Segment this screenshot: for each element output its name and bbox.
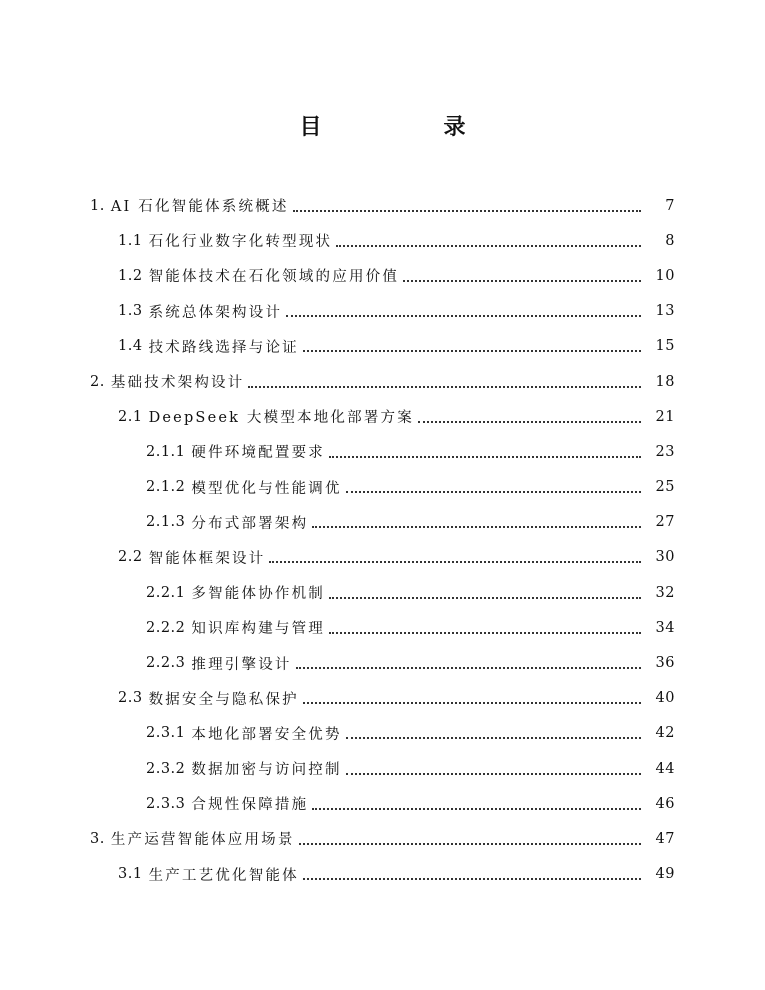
toc-entry-title: 石化行业数字化转型现状 — [148, 234, 333, 251]
toc-entry-page-number: 10 — [655, 267, 675, 284]
toc-entry-number: 2.2.2 — [146, 619, 186, 636]
toc-entry-number: 2.3.3 — [146, 795, 186, 812]
toc-entry-title: AI 石化智能体系统概述 — [110, 199, 289, 216]
toc-entry[interactable] — [0, 399, 765, 434]
toc-entry-title: 生产运营智能体应用场景 — [110, 832, 295, 849]
dot-leader — [329, 456, 641, 458]
toc-entry-page-number: 23 — [655, 443, 675, 460]
toc-entry[interactable] — [0, 786, 765, 821]
toc-entry-page-number: 21 — [655, 408, 675, 425]
toc-entry-number: 3. — [90, 830, 105, 847]
toc-entry-title: 知识库构建与管理 — [191, 621, 326, 638]
toc-entry[interactable] — [0, 821, 765, 856]
toc-entry[interactable] — [0, 575, 765, 610]
toc-entry-page-number: 7 — [665, 197, 675, 214]
toc-entry[interactable] — [0, 751, 765, 786]
toc-entry-title: 智能体框架设计 — [148, 550, 266, 567]
toc-entry[interactable] — [0, 188, 765, 223]
dot-leader — [296, 667, 641, 669]
toc-entry-title: 数据加密与访问控制 — [191, 762, 342, 779]
toc-entry-page-number: 46 — [655, 795, 675, 812]
dot-leader — [403, 280, 641, 282]
toc-entry-page-number: 34 — [655, 619, 675, 636]
toc-entry-number: 3.1 — [118, 866, 143, 883]
toc-entry-number: 1.1 — [118, 232, 143, 249]
toc-entry[interactable] — [0, 329, 765, 364]
toc-entry-page-number: 44 — [655, 760, 675, 777]
toc-entry-number: 1.4 — [118, 338, 143, 355]
toc-entry-page-number: 47 — [655, 830, 675, 847]
toc-entry-title: 多智能体协作机制 — [191, 586, 326, 603]
toc-entry-title: 分布式部署架构 — [191, 515, 309, 532]
toc-entry[interactable] — [0, 857, 765, 892]
toc-entry-number: 2.3.1 — [146, 725, 186, 742]
toc-entry[interactable] — [0, 716, 765, 751]
toc-entry-number: 2. — [90, 373, 105, 390]
toc-entry-number: 1.3 — [118, 303, 143, 320]
toc-entry-number: 2.2 — [118, 549, 143, 566]
toc-entry-title: 智能体技术在石化领域的应用价值 — [148, 269, 400, 286]
toc-entry[interactable] — [0, 505, 765, 540]
toc-entry-title: 技术路线选择与论证 — [148, 339, 299, 356]
toc-entry-number: 2.1.3 — [146, 514, 186, 531]
toc-entry[interactable] — [0, 294, 765, 329]
dot-leader — [303, 878, 641, 880]
dot-leader — [418, 421, 641, 423]
toc-entry-page-number: 8 — [665, 232, 675, 249]
toc-entry[interactable] — [0, 364, 765, 399]
toc-entry-title: 合规性保障措施 — [191, 797, 309, 814]
toc-entry-title: 生产工艺优化智能体 — [148, 867, 299, 884]
toc-list — [0, 188, 765, 892]
toc-entry-title: 本地化部署安全优势 — [191, 726, 342, 743]
page-title: 目 录 — [299, 115, 516, 140]
toc-entry-number: 2.2.1 — [146, 584, 186, 601]
toc-entry-page-number: 49 — [655, 866, 675, 883]
dot-leader — [248, 386, 641, 388]
toc-entry-page-number: 42 — [655, 725, 675, 742]
toc-entry-number: 2.1.1 — [146, 443, 186, 460]
toc-entry[interactable] — [0, 223, 765, 258]
toc-entry-number: 1.2 — [118, 267, 143, 284]
dot-leader — [299, 843, 641, 845]
dot-leader — [286, 315, 641, 317]
toc-entry-number: 1. — [90, 197, 105, 214]
toc-entry-number: 2.1 — [118, 408, 143, 425]
dot-leader — [329, 632, 641, 634]
toc-entry-page-number: 40 — [655, 690, 675, 707]
toc-entry-page-number: 27 — [655, 514, 675, 531]
toc-entry-page-number: 18 — [655, 373, 675, 390]
toc-entry-number: 2.3 — [118, 690, 143, 707]
toc-entry[interactable] — [0, 470, 765, 505]
toc-entry-title: 推理引擎设计 — [191, 656, 292, 673]
dot-leader — [346, 491, 641, 493]
toc-entry-title: 数据安全与隐私保护 — [148, 691, 299, 708]
toc-entry[interactable] — [0, 540, 765, 575]
toc-entry-number: 2.2.3 — [146, 655, 186, 672]
toc-entry-title: 模型优化与性能调优 — [191, 480, 342, 497]
toc-entry[interactable] — [0, 681, 765, 716]
dot-leader — [293, 210, 641, 212]
toc-entry-title: 基础技术架构设计 — [110, 375, 245, 392]
dot-leader — [269, 561, 641, 563]
toc-entry-page-number: 30 — [655, 549, 675, 566]
dot-leader — [312, 808, 641, 810]
dot-leader — [346, 737, 641, 739]
toc-entry[interactable] — [0, 645, 765, 680]
toc-entry-page-number: 15 — [655, 338, 675, 355]
toc-entry-page-number: 13 — [655, 303, 675, 320]
toc-entry-title: DeepSeek 大模型本地化部署方案 — [148, 410, 414, 427]
dot-leader — [312, 526, 641, 528]
toc-entry-page-number: 32 — [655, 584, 675, 601]
toc-entry-page-number: 25 — [655, 479, 675, 496]
dot-leader — [336, 245, 641, 247]
toc-entry-title: 系统总体架构设计 — [148, 304, 283, 321]
toc-entry-number: 2.3.2 — [146, 760, 186, 777]
dot-leader — [346, 773, 641, 775]
dot-leader — [303, 350, 641, 352]
toc-entry[interactable] — [0, 258, 765, 293]
toc-entry-number: 2.1.2 — [146, 479, 186, 496]
toc-entry-page-number: 36 — [655, 655, 675, 672]
toc-entry-title: 硬件环境配置要求 — [191, 445, 326, 462]
toc-entry[interactable] — [0, 434, 765, 469]
dot-leader — [329, 597, 641, 599]
toc-entry[interactable] — [0, 610, 765, 645]
dot-leader — [303, 702, 641, 704]
